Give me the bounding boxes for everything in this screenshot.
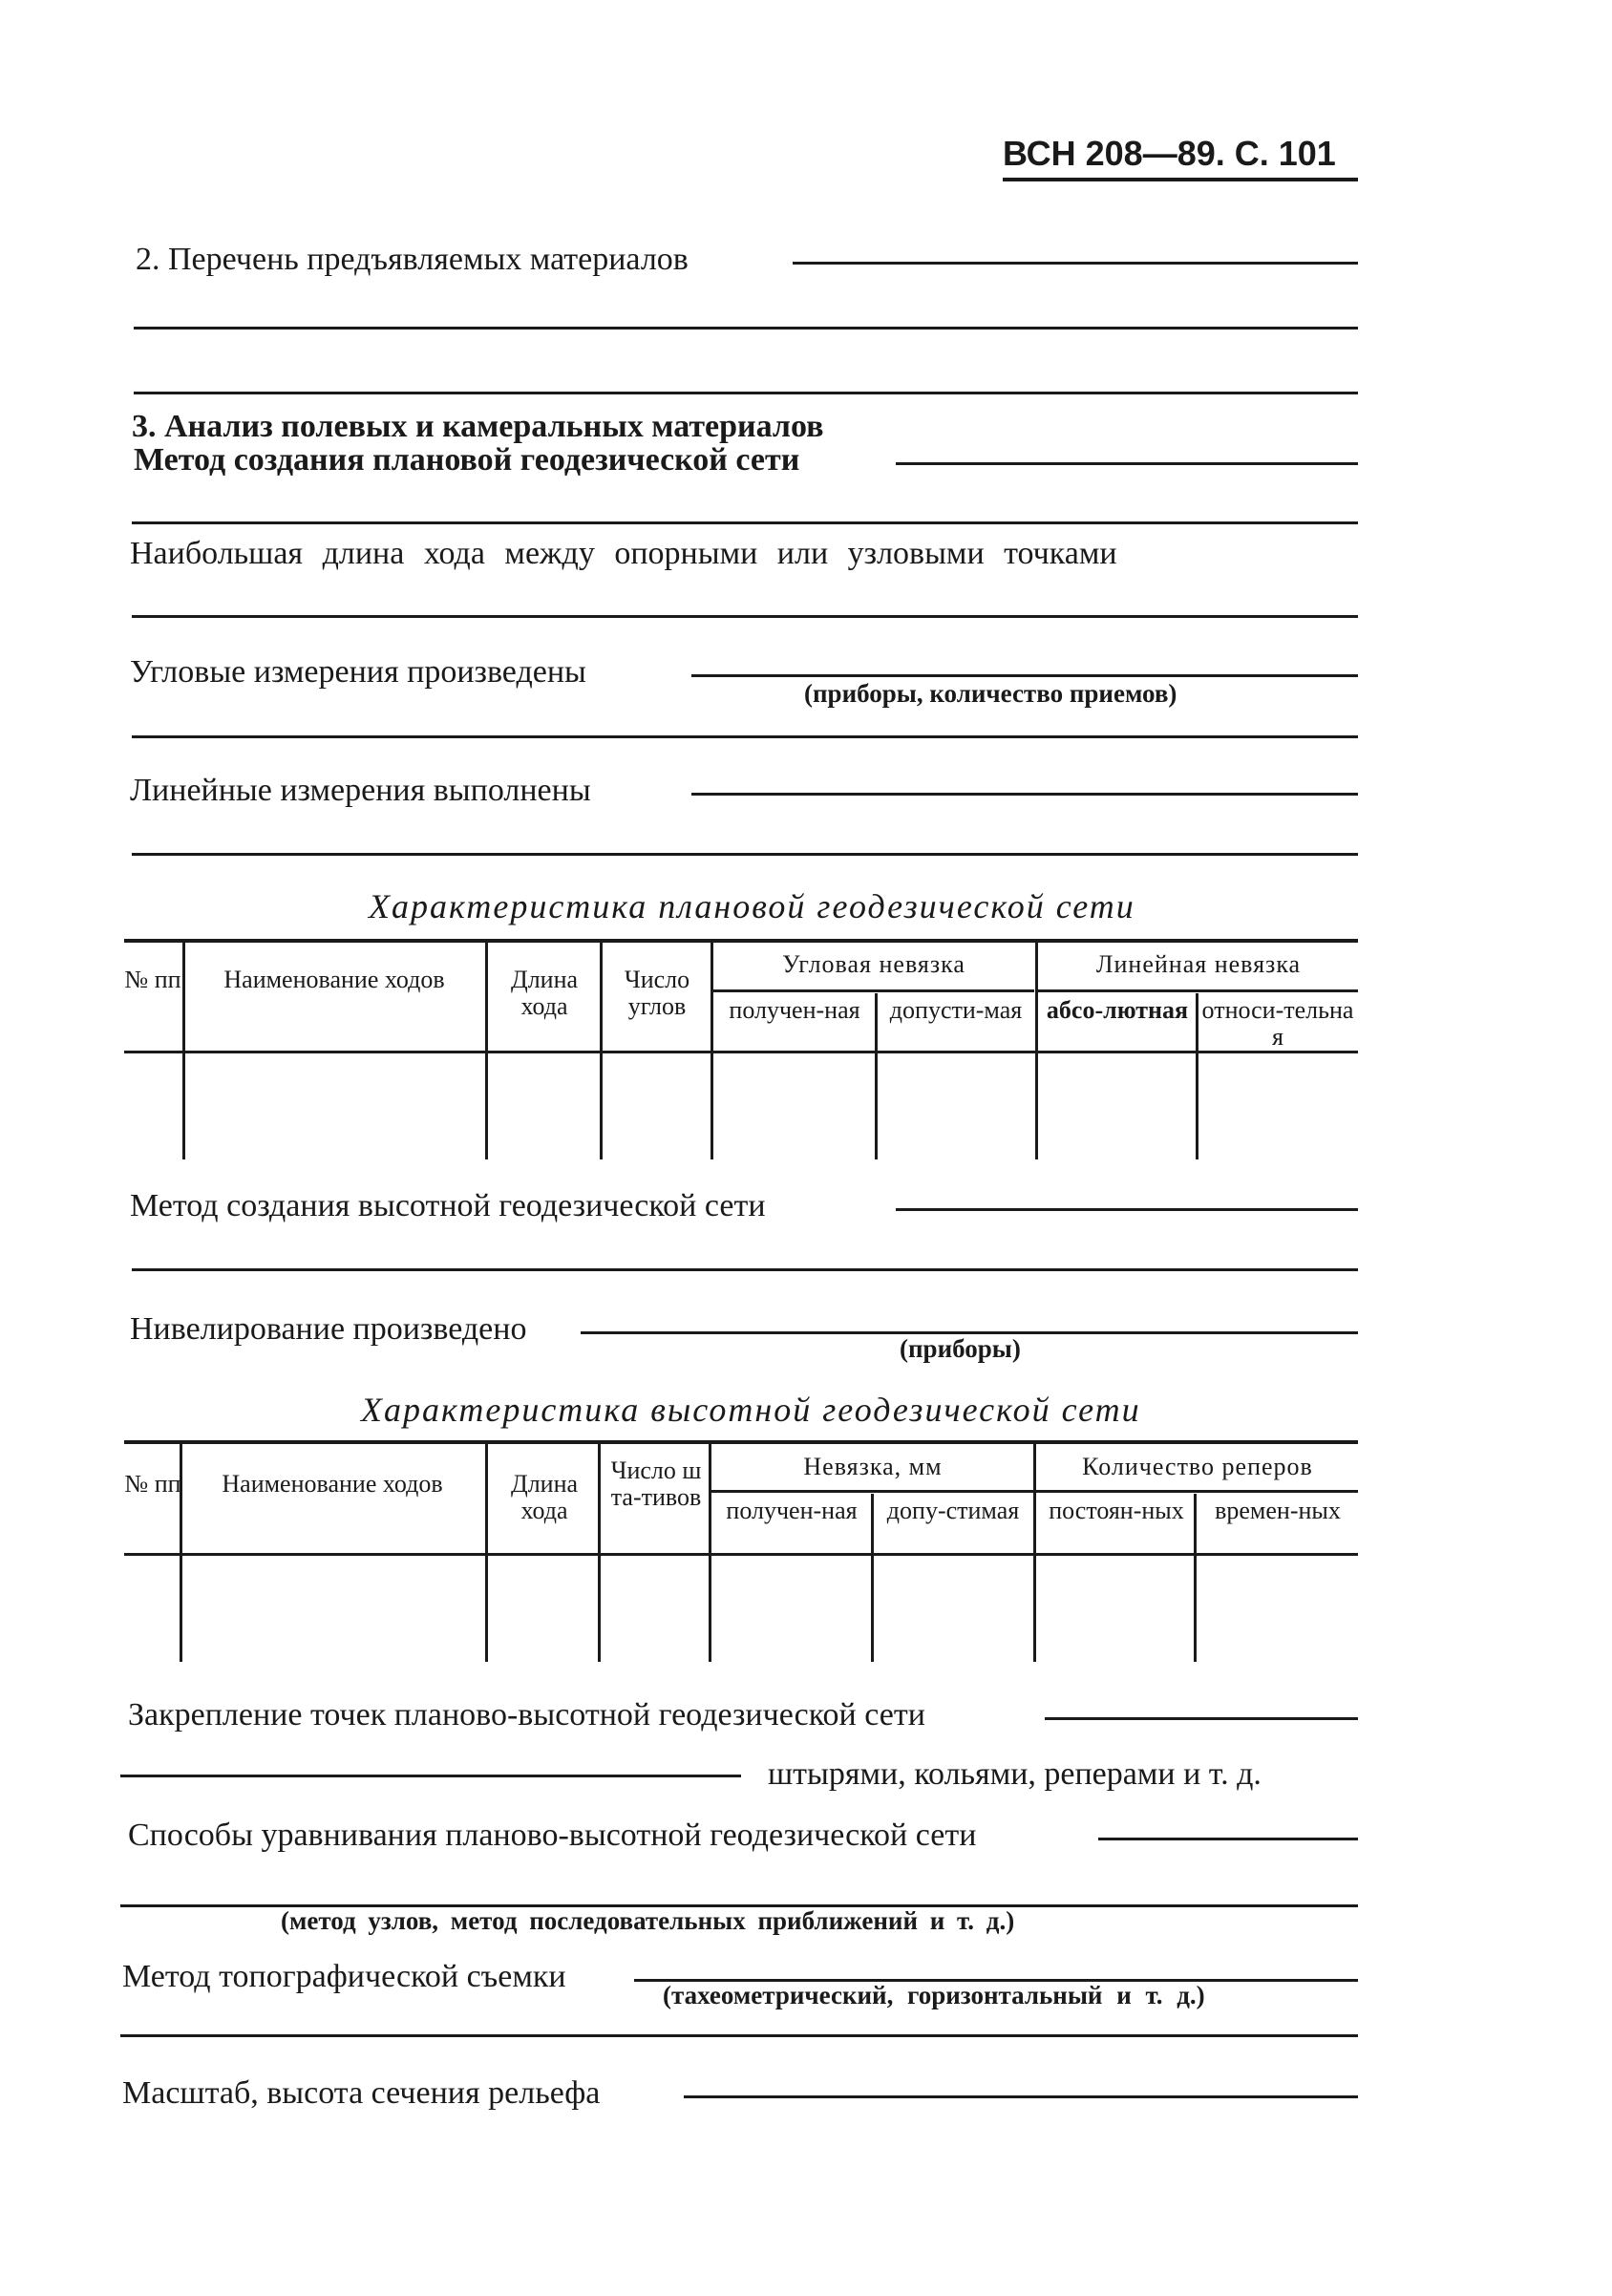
fill-line	[896, 1208, 1358, 1211]
table1-group-rule	[1037, 989, 1358, 992]
table2-header-bottom	[124, 1553, 1358, 1556]
table2-group-benchmarks: Количество реперов	[1082, 1453, 1313, 1480]
table1-angular-allowed: допусти-мая	[889, 996, 1023, 1024]
topo-hint: (тахеометрический, горизонтальный и т. д.)	[663, 1981, 1205, 2009]
fill-line	[684, 2095, 1358, 2098]
table2-group-misclosure: Невязка, мм	[803, 1453, 943, 1480]
height-method-label: Метод создания высотной геодезической сети	[130, 1188, 766, 1223]
section-3-title: 3. Анализ полевых и камеральных материалов	[132, 409, 824, 444]
table2-divider	[1194, 1494, 1197, 1662]
leveling-label: Нивелирование произведено	[130, 1311, 527, 1347]
fill-line	[134, 392, 1358, 394]
adjust-label: Способы уравнивания планово-высотной геодезической сети	[128, 1818, 977, 1853]
fill-line	[132, 615, 1358, 618]
fill-line	[132, 853, 1358, 856]
table2-divider	[871, 1494, 874, 1662]
table2-benchmarks-temporary: времен-ных	[1215, 1497, 1341, 1524]
angular-label: Угловые измерения произведены	[130, 654, 586, 690]
table2-col-no: № пп	[124, 1470, 181, 1498]
topo-label: Метод топографической съемки	[122, 1959, 566, 1994]
table2-misclosure-obtained: получен-ная	[726, 1497, 858, 1524]
table1-linear-absolute: абсо-лютная	[1046, 996, 1189, 1024]
table1-group-angular: Угловая невязка	[782, 950, 965, 978]
fill-line	[132, 521, 1358, 524]
table1-group-rule	[712, 989, 1034, 992]
table2-top-border	[124, 1440, 1358, 1444]
plan-method-label: Метод создания плановой геодезической сети	[134, 442, 800, 478]
table1-col-no: № пп	[124, 966, 181, 993]
table1-header-bottom	[124, 1051, 1358, 1053]
table1-top-border	[124, 939, 1358, 943]
table2-col-name: Наименование ходов	[222, 1470, 443, 1498]
table1-group-linear: Линейная невязка	[1095, 950, 1302, 978]
table2-divider	[485, 1442, 488, 1662]
table2-divider	[709, 1442, 711, 1662]
table2-col-count: Число шта-тивов	[610, 1456, 702, 1511]
fill-line	[896, 462, 1358, 465]
header-underline	[1003, 178, 1358, 181]
table2-misclosure-allowed: допу-стимая	[886, 1497, 1020, 1524]
max-length-label: Наибольшая длина хода между опорными или узловыми точками	[130, 536, 1117, 571]
table2-divider	[598, 1442, 601, 1662]
linear-label: Линейные измерения выполнены	[130, 773, 591, 808]
table2-divider	[180, 1442, 182, 1662]
scale-label: Масштаб, высота сечения рельефа	[122, 2075, 601, 2111]
fill-line	[120, 2034, 1358, 2037]
fill-line	[132, 735, 1358, 738]
fill-line	[793, 262, 1358, 265]
table2-group-rule	[1035, 1490, 1358, 1493]
leveling-hint: (приборы)	[900, 1334, 1021, 1363]
fill-line	[134, 327, 1358, 330]
adjust-hint: (метод узлов, метод последовательных приближений и т. д.)	[281, 1906, 1015, 1935]
table1-linear-relative: относи-тельная	[1201, 996, 1354, 1051]
table1-col-count: Число углов	[624, 966, 690, 1020]
fill-line	[132, 1268, 1358, 1271]
document-reference: ВСН 208—89. С. 101	[1003, 134, 1336, 173]
table1-angular-obtained: получен-ная	[729, 996, 860, 1024]
table2-divider	[1033, 1442, 1036, 1662]
fill-line	[120, 1775, 741, 1777]
table1-caption: Характеристика плановой геодезической сети	[369, 887, 1135, 925]
table1-col-length: Длина хода	[510, 966, 579, 1020]
section-2-label: 2. Перечень предъявляемых материалов	[136, 242, 689, 277]
table2-group-rule	[711, 1490, 1033, 1493]
fill-line	[691, 674, 1358, 677]
table1-col-name: Наименование ходов	[223, 966, 445, 993]
fixing-label: Закрепление точек планово-высотной геодезической сети	[128, 1697, 925, 1733]
table1-divider	[875, 993, 878, 1159]
fill-line	[1098, 1838, 1358, 1840]
table2-benchmarks-permanent: постоян-ных	[1049, 1497, 1184, 1524]
table2-col-length: Длина хода	[510, 1470, 579, 1524]
table2-caption: Характеристика высотной геодезической сети	[361, 1391, 1141, 1429]
angular-hint: (приборы, количество приемов)	[804, 679, 1177, 708]
fill-line	[1045, 1717, 1358, 1720]
fixing-hint: штырями, кольями, реперами и т. д.	[768, 1756, 1262, 1792]
table1-divider	[1196, 993, 1198, 1159]
fill-line	[691, 793, 1358, 796]
